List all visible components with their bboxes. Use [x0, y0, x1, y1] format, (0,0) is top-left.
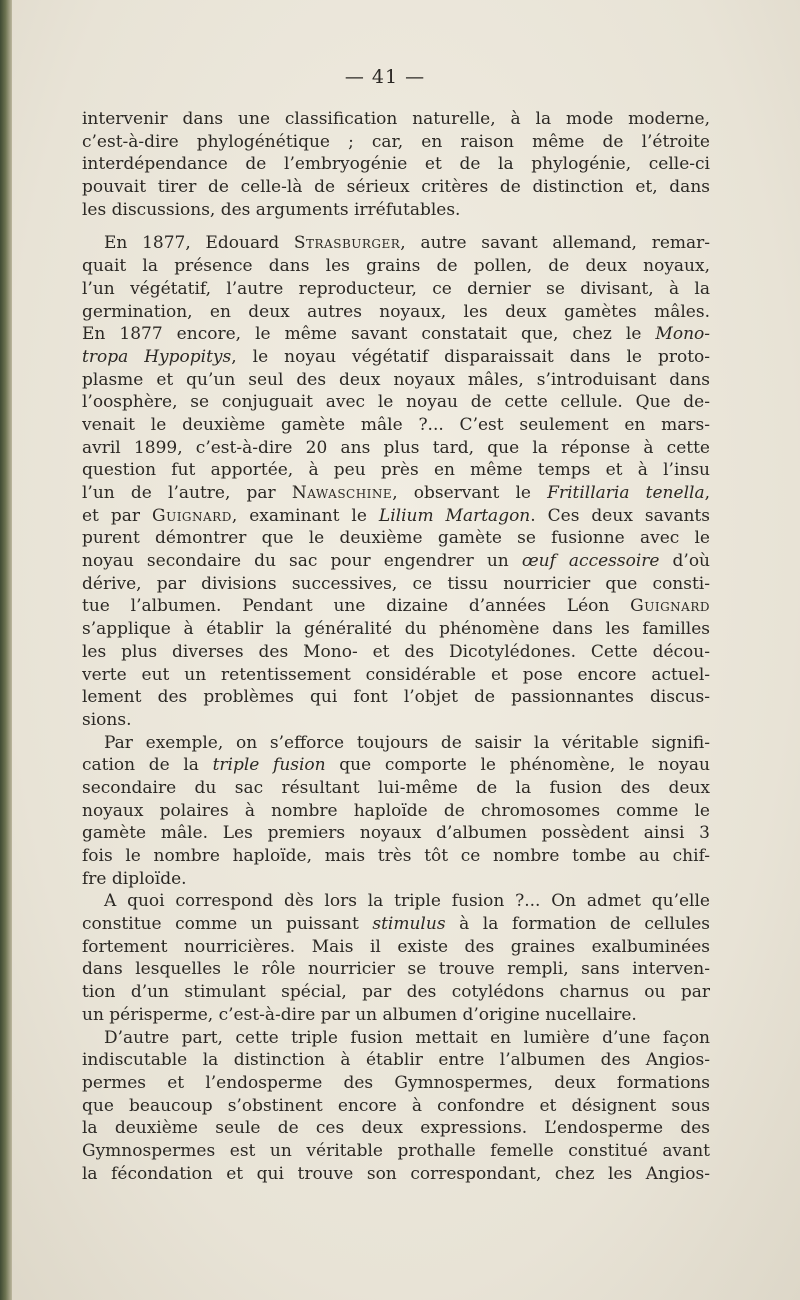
text-line: Gymnospermes est un véritable prothalle femelle constitué avant [82, 1140, 710, 1161]
emphasis-term: stimulus [372, 914, 446, 935]
body-text [82, 108, 710, 1185]
text-line: purent démontrer que le deuxième gamète se fusionne avec le [82, 528, 710, 549]
text-line: les plus diverses des Mono- et des Dicotylédones. Cette décou- [82, 641, 710, 662]
text-line: verte eut un retentissement considérable et pose encore actuel- [82, 664, 710, 685]
text-line: les discussions, des arguments irréfutables. [82, 199, 461, 220]
text-line: D’autre part, cette triple fusion mettait en lumière d’une façon [104, 1027, 710, 1048]
author-name: Guignard [152, 505, 232, 526]
text-line: l’un végétatif, l’autre reproducteur, ce dernier se divisant, à la [82, 278, 710, 299]
text-line: noyau secondaire du sac pour engendrer un œuf accessoire d’où [82, 551, 710, 572]
text-line: dérive, par divisions successives, ce tissu nourricier que consti- [82, 573, 710, 594]
text-line: interdépendance de l’embryogénie et de la phylogénie, celle-ci [82, 154, 710, 175]
text-line: A quoi correspond dès lors la triple fusion ?... On admet qu’elle [104, 891, 710, 912]
text-line: intervenir dans une classification naturelle, à la mode moderne, [82, 109, 710, 129]
page-number: — 41 — [344, 66, 426, 88]
page-binding-edge [0, 0, 12, 1300]
text-line: En 1877, Edouard Strasburger, autre savant allemand, remar- [104, 233, 710, 254]
text-line: sions. [82, 709, 132, 730]
text-line: s’applique à établir la généralité du phénomène dans les familles [82, 619, 710, 640]
text-line: c’est-à-dire phylogénétique ; car, en raison même de l’étroite [82, 131, 710, 152]
emphasis-term: triple fusion [212, 755, 326, 776]
text-line: constitue comme un puissant stimulus à la formation de cellules [82, 914, 710, 935]
text-line: avril 1899, c’est-à-dire 20 ans plus tard, que la réponse à cette [82, 437, 710, 458]
text-line: Par exemple, on s’efforce toujours de saisir la véritable signifi- [104, 732, 710, 753]
author-name: Guignard [630, 596, 710, 617]
species-name: tropa Hypopitys [82, 346, 232, 367]
text-line: question fut apportée, à peu près en même temps et à l’insu [82, 460, 710, 481]
emphasis-term: œuf accessoire [521, 551, 660, 572]
text-line: l’oosphère, se conjuguait avec le noyau de cette cellule. Que de- [82, 392, 710, 413]
author-name: Strasburger [293, 233, 401, 254]
text-line: la deuxième seule de ces deux expressions. L’endosperme des [82, 1118, 710, 1139]
text-line: et par Guignard, examinant le Lilium Martagon. Ces deux savants [82, 505, 710, 526]
text-line: pouvait tirer de celle-là de sérieux critères de distinction et, dans [82, 177, 710, 198]
text-line: secondaire du sac résultant lui-même de la fusion des deux [82, 777, 710, 798]
text-line: la fécondation et qui trouve son correspondant, chez les Angios- [82, 1163, 710, 1184]
species-name: Fritillaria tenella [547, 483, 705, 503]
species-name: Mono- [655, 324, 710, 345]
text-line: gamète mâle. Les premiers noyaux d’albumen possèdent ainsi 3 [82, 823, 710, 844]
text-line: tropa Hypopitys, le noyau végétatif disparaissait dans le proto- [82, 346, 710, 367]
text-line: fois le nombre haploïde, mais très tôt ce nombre tombe au chif- [82, 846, 710, 866]
text-line: noyaux polaires à nombre haploïde de chromosomes comme le [82, 800, 710, 821]
text-line: que beaucoup s’obstinent encore à confondre et désignent sous [82, 1095, 710, 1116]
text-line: tue l’albumen. Pendant une dizaine d’années Léon Guignard [82, 596, 710, 617]
text-line: dans lesquelles le rôle nourricier se trouve rempli, sans interven- [82, 959, 710, 980]
text-line: l’un de l’autre, par Nawaschine, observant le Fritillaria tenella, [82, 483, 710, 503]
text-line: permes et l’endosperme des Gymnospermes, deux formations [82, 1072, 710, 1093]
author-name: Nawaschine [291, 483, 393, 503]
text-line: fortement nourricières. Mais il existe des graines exalbuminées [82, 936, 710, 957]
text-line: tion d’un stimulant spécial, par des cotylédons charnus ou par [82, 982, 710, 1003]
text-line: un périsperme, c’est-à-dire par un albumen d’origine nucellaire. [82, 1004, 637, 1025]
text-line: lement des problèmes qui font l’objet de passionnantes discus- [82, 687, 710, 708]
text-line: En 1877 encore, le même savant constatait que, chez le Mono- [82, 324, 710, 345]
text-line: quait la présence dans les grains de pollen, de deux noyaux, [82, 256, 710, 277]
text-line: indiscutable la distinction à établir entre l’albumen des Angios- [82, 1050, 710, 1071]
text-line: plasme et qu’un seul des deux noyaux mâles, s’introduisant dans [82, 369, 710, 390]
text-line: fre diploïde. [82, 868, 187, 889]
text-line: germination, en deux autres noyaux, les deux gamètes mâles. [82, 301, 710, 322]
text-line: cation de la triple fusion que comporte le phénomène, le noyau [82, 755, 710, 776]
species-name: Lilium Martagon [378, 505, 531, 526]
text-line: venait le deuxième gamète mâle ?... C’est seulement en mars- [82, 414, 710, 435]
